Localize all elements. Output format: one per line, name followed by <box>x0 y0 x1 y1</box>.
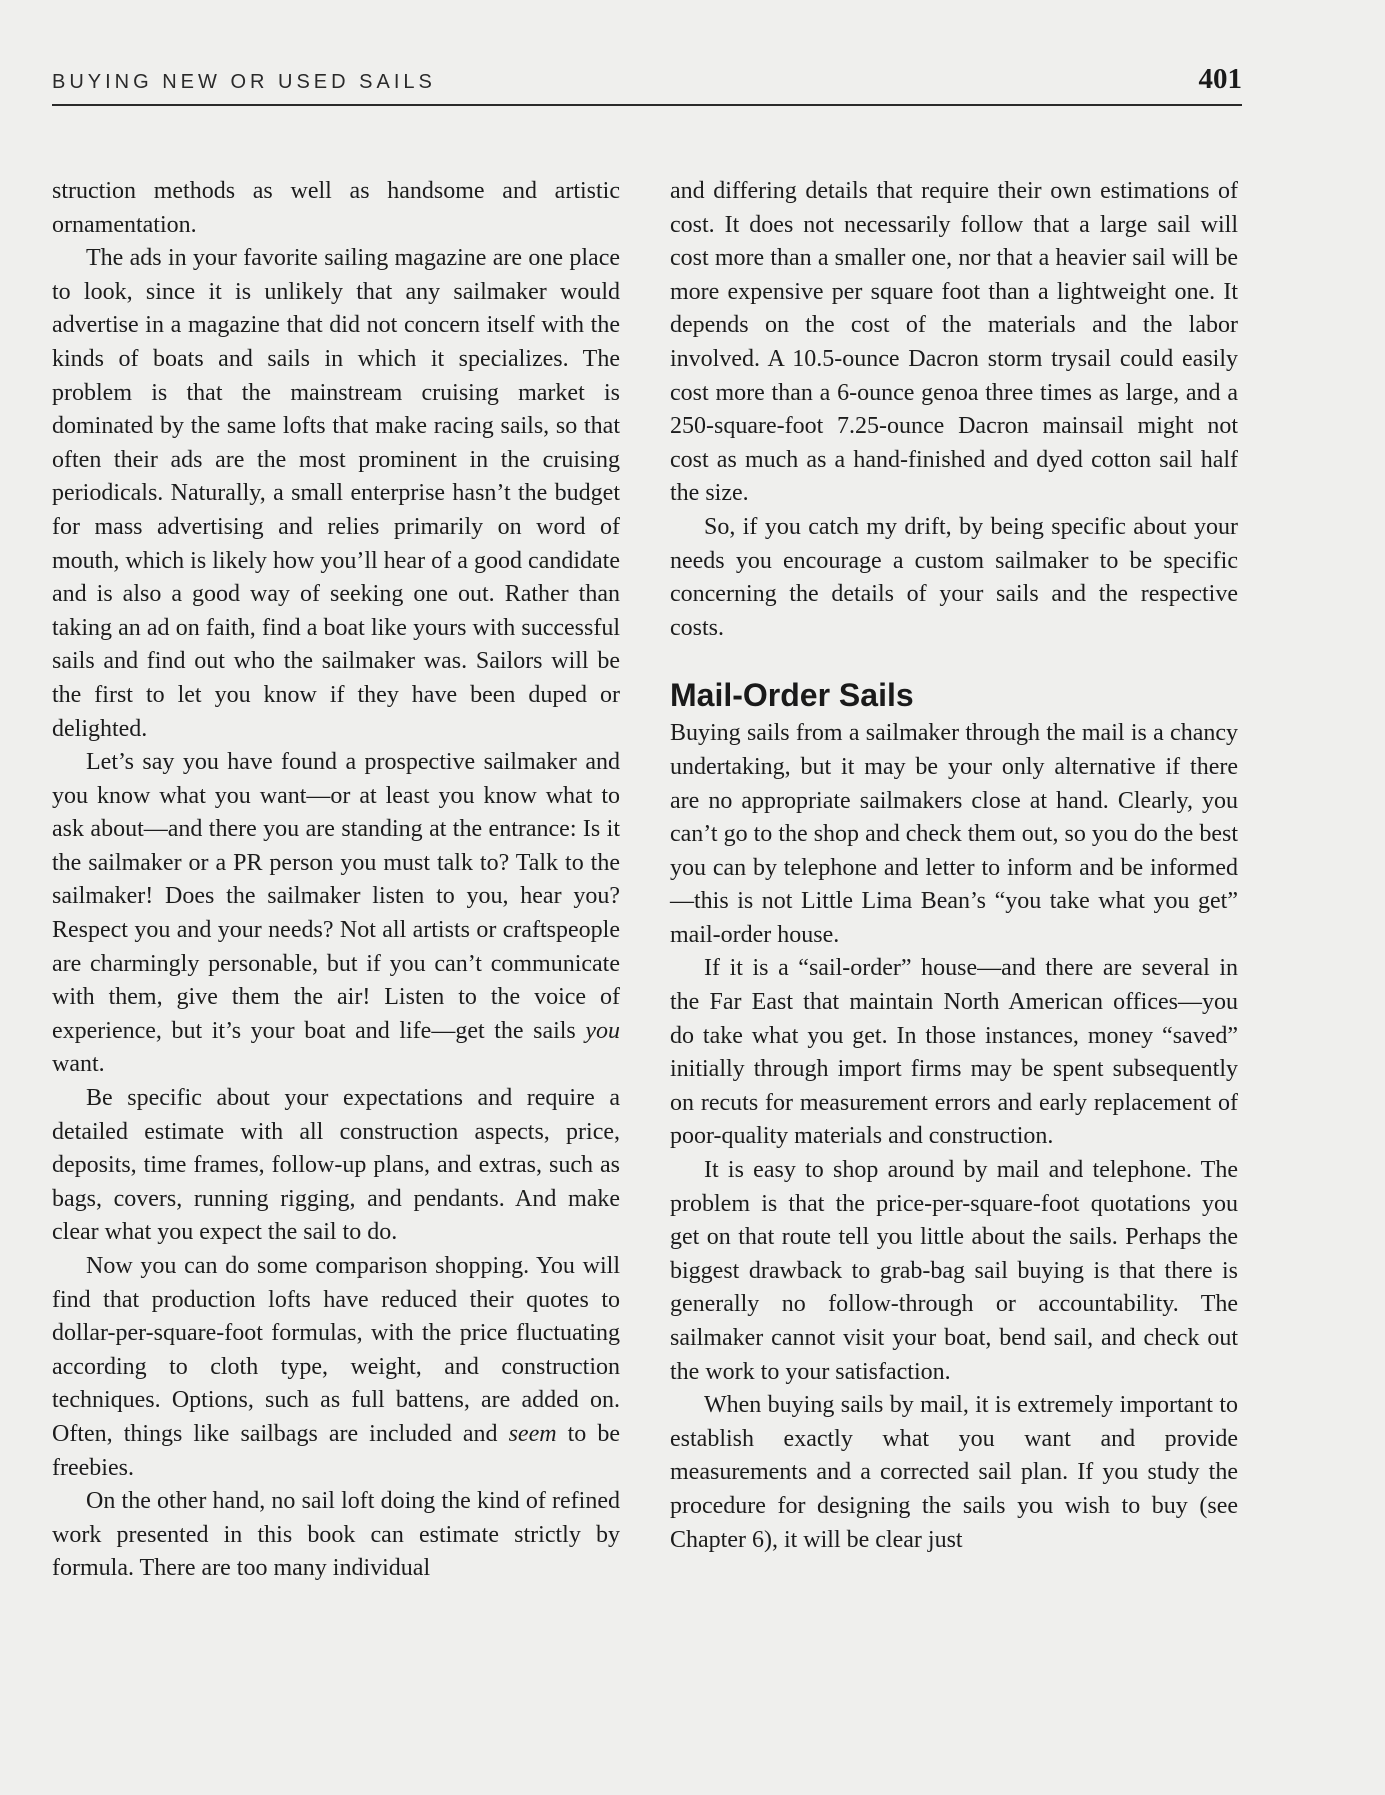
page-header <box>52 60 1242 106</box>
paragraph: So, if you catch my drift, by being specific about your needs you encourage a custom sailmaker to be specific concerning the details of your sails and the respective costs. <box>670 513 1238 641</box>
left-column <box>52 175 620 1586</box>
paragraph <box>52 1250 620 1485</box>
text-run: Let’s say you have found a prospective sailmaker and you know what you want—or at least you know what to ask about—and there you are standing at the entrance: Is it the sailmaker or a PR person you must talk to? Talk to the sailmaker! Does the sailmaker listen to you, hear you? Respect you and your needs? Not all artists or craftspeople are charmingly personable, but if you can’t communicate with them, give them the air! Listen to the voice of experience, but it’s your boat and life—get the sails <box>52 749 620 1044</box>
emphasis: you <box>585 1017 620 1044</box>
paragraph: When buying sails by mail, it is extremely important to establish exactly what you want and provide measurements and a corrected sail plan. If you study the procedure for designing the sails you wish to buy (see Chapter 6), it will be clear just <box>670 1392 1238 1553</box>
paragraph: The ads in your favorite sailing magazine are one place to look, since it is unlikely that any sailmaker would advertise in a magazine that did not concern itself with the kinds of boats and sails in which it specializes. The problem is that the mainstream cruising market is dominated by the same lofts that make racing sails, so that often their ads are the most prominent in the cruising periodicals. Naturally, a small enterprise hasn’t the budget for mass advertising and relies primarily on word of mouth, which is likely how you’ll hear of a good candidate and is also a good way of seeking one out. Rather than taking an ad on faith, find a boat like yours with successful sails and find out who the sailmaker was. Sailors will be the first to let you know if they have been duped or delighted. <box>52 245 620 742</box>
running-head: BUYING NEW OR USED SAILS <box>52 71 436 93</box>
section-heading: Mail-Order Sails <box>670 677 914 714</box>
paragraph: and differing details that require their own estimations of cost. It does not necessarily follow that a large sail will cost more than a smaller one, nor that a heavier sail will be more expensive per square foot than a lightweight one. It depends on the cost of the materials and the labor involved. A 10.5-ounce Dacron storm trysail could easily cost more than a 6-ounce genoa three times as large, and a 250-square-foot 7.25-ounce Dacron mainsail might not cost as much as a hand-finished and dyed cotton sail half the size. <box>670 178 1238 507</box>
text-run: Now you can do some comparison shopping. You will find that production lofts have reduced their quotes to dollar-per-square-foot formulas, with the price fluctuating according to cloth type, weight, and construction techniques. Options, such as full battens, are added on. Often, things like sailbags are included and <box>52 1253 620 1447</box>
right-column <box>670 175 1238 1557</box>
page-number: 401 <box>1198 63 1242 95</box>
paragraph: struction methods as well as handsome and artistic ornamentation. <box>52 178 620 238</box>
paragraph: It is easy to shop around by mail and telephone. The problem is that the price-per-square-foot quotations you get on that route tell you little about the sails. Perhaps the biggest drawback to grab-bag sail buying is that there is generally no follow-through or accountability. The sailmaker cannot visit your boat, bend sail, and check out the work to your satisfaction. <box>670 1157 1238 1385</box>
paragraph: If it is a “sail-order” house—and there are several in the Far East that maintain North American offices—you do take what you get. In those instances, money “saved” initially through import firms may be spent subsequently on recuts for measurement errors and early replacement of poor-quality materials and construction. <box>670 955 1238 1150</box>
text-run: to be freebies. <box>52 1420 621 1481</box>
emphasis: seem <box>508 1420 557 1447</box>
paragraph: Be specific about your expectations and require a detailed estimate with all construction aspects, price, deposits, time frames, follow-up plans, and extras, such as bags, covers, running rigging, and pendants. And make clear what you expect the sail to do. <box>52 1085 620 1246</box>
paragraph: Buying sails from a sailmaker through the mail is a chancy undertaking, but it may be your only alternative if there are no appropriate sailmakers close at hand. Clearly, you can’t go to the shop and check them out, so you do the best you can by telephone and letter to inform and be informed—this is not Little Lima Bean’s “you take what you get” mail-order house. <box>670 720 1238 948</box>
text-run: want. <box>52 1051 105 1078</box>
paragraph: On the other hand, no sail loft doing the kind of refined work presented in this book can estimate strictly by formula. There are too many individual <box>52 1488 620 1582</box>
paragraph <box>52 746 620 1082</box>
